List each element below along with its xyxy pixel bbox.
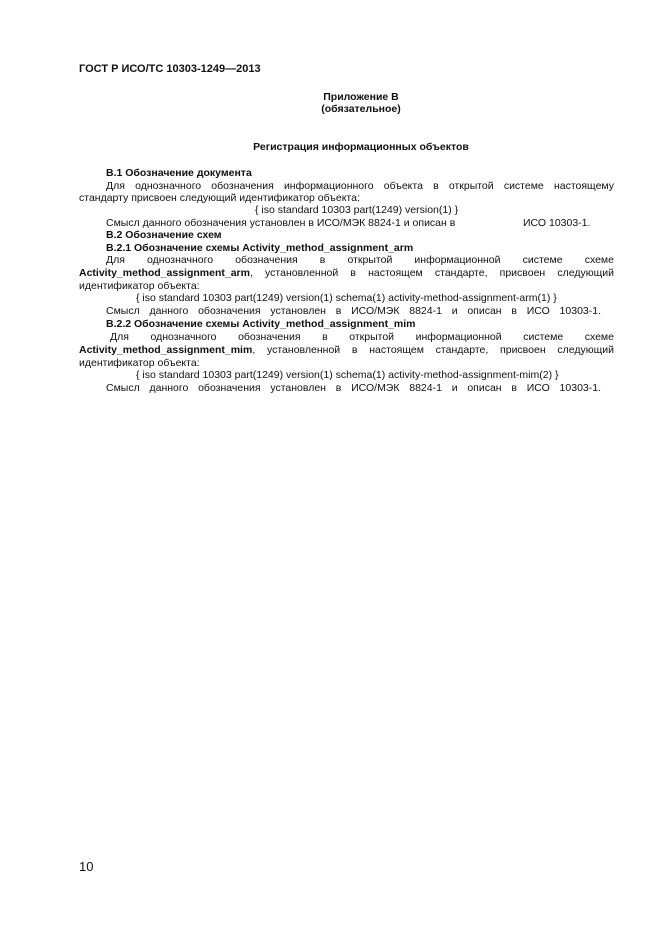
b22-heading: В.2.2 Обозначение схемы Activity_method_assignment_mim [106, 318, 416, 330]
b22-meaning: Смысл данного обозначения установлен в ИСО/МЭК 8824-1 и описан в ИСО 10303-1. [106, 382, 601, 394]
b22-identifier: { iso standard 10303 part(1249) version(1) schema(1) activity-method-assignment-mim(2) } [136, 369, 559, 381]
appendix-title: Приложение В [323, 91, 399, 103]
b1-meaning-ref: ИСО 10303-1. [523, 217, 591, 229]
appendix-subtitle: (обязательное) [321, 103, 401, 115]
b22-line3: идентификатор объекта: [79, 357, 200, 369]
b22-schema-name: Activity_method_assignment_mim [79, 344, 253, 356]
b1-identifier: { iso standard 10303 part(1249) version(1) } [255, 204, 459, 216]
section-title: Регистрация информационных объектов [253, 141, 469, 153]
b21-identifier: { iso standard 10303 part(1249) version(1) schema(1) activity-method-assignment-arm(1) } [136, 292, 557, 304]
b22-line2 [79, 344, 614, 356]
b2-heading: В.2 Обозначение схем [106, 229, 222, 241]
page-number: 10 [79, 859, 94, 874]
b21-line1: Для однозначного обозначения в открытой информационной системе схеме [106, 254, 614, 266]
b21-line2-rest: , установленной в настоящем стандарте, присвоен следующий [249, 267, 614, 279]
b1-line2: стандарту присвоен следующий идентификатор объекта: [79, 192, 360, 204]
b21-meaning: Смысл данного обозначения установлен в ИСО/МЭК 8824-1 и описан в ИСО 10303-1. [106, 305, 601, 317]
b22-line2-rest: , установленной в настоящем стандарте, присвоен следующий [252, 344, 614, 356]
b21-line3: идентификатор объекта: [79, 280, 200, 292]
b21-heading: В.2.1 Обозначение схемы Activity_method_assignment_arm [106, 242, 414, 254]
b22-line1: Для однозначного обозначения в открытой информационной системе схеме [110, 331, 614, 343]
b21-line2 [79, 267, 614, 279]
document-header: ГОСТ Р ИСО/ТС 10303-1249—2013 [79, 63, 261, 75]
b1-line1: Для однозначного обозначения информационного объекта в открытой системе настоящему [106, 180, 614, 192]
b21-schema-name: Activity_method_assignment_arm [79, 267, 250, 279]
b1-meaning: Смысл данного обозначения установлен в ИСО/МЭК 8824-1 и описан в [106, 217, 456, 229]
b1-heading: В.1 Обозначение документа [106, 167, 252, 179]
